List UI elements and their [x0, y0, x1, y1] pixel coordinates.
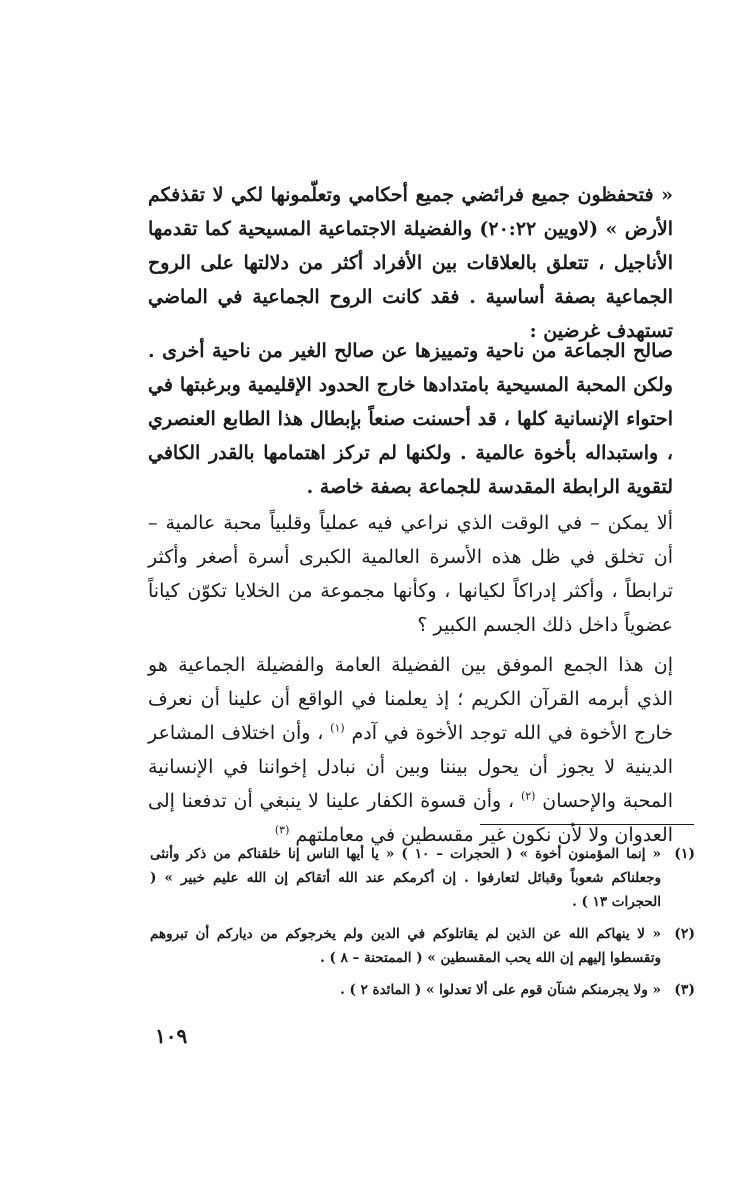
- footnote-text: « ولا يجرمنكم شنآن قوم على ألا تعدلوا » ( المائدة ٢ ) .: [340, 982, 661, 998]
- footnote-text: « إنما المؤمنون أخوة » ( الحجرات – ١٠ ) « يا أيها الناس إنا خلقناكم من ذكر وأنثى وجعلناكم شعوباً وقبائل لتعارفوا . إن أكرمكم عند الله أتقاكم إن الله عليم خبير » ( الحجرات ١٣ ) .: [150, 846, 661, 910]
- footnote-3: [150, 978, 695, 1002]
- paragraph-1: « فتحفظون جميع فرائضي جميع أحكامي وتعلّمونها لكي لا تقذفكم الأرض » (لاويين ٢٠:٢٢) والفضيلة الاجتماعية المسيحية كما تقدمها الأناجيل ، تتعلق بالعلاقات بين الأفراد أكثر من دلالتها على الروح الجماعية بصفة أساسية . فقد كانت الروح الجماعية في الماضي تستهدف غرضين :: [148, 184, 673, 342]
- page-number: ١٠٩: [155, 1024, 188, 1048]
- footnote-2: [150, 922, 695, 970]
- footnote-ref-2: (٢): [520, 789, 536, 803]
- footnote-1: [150, 842, 695, 914]
- footnote-number: (٢): [674, 926, 695, 942]
- paragraph-4-part-3: ، وأن قسوة الكفار علينا لا ينبغي أن تدفعنا إلى العدوان ولا لأن نكون غير مقسطين في معاملتهم: [148, 790, 673, 846]
- footnote-text: « لا ينهاكم الله عن الذين لم يقاتلوكم في الدين ولم يخرجوكم من دياركم أن تبروهم وتقسطوا إليهم إن الله يحب المقسطين » ( الممتحنة – ٨ ) .: [150, 926, 661, 966]
- footnote-number: (١): [674, 846, 695, 862]
- footnote-number: (٣): [674, 982, 695, 998]
- footnote-divider: [480, 824, 694, 825]
- paragraph-3: ألا يمكن – في الوقت الذي نراعي فيه عملياً وقلبياً محبة عالمية – أن تخلق في ظل هذه الأسرة العالمية الكبرى أسرة أصغر وأكثر ترابطاً ، وأكثر إدراكاً لكيانها ، وكأنها مجموعة من الخلايا تكوّن كياناً عضوياً داخل ذلك الجسم الكبير ؟: [148, 512, 673, 636]
- paragraph-4-part-1: إن هذا الجمع الموفق بين الفضيلة العامة والفضيلة الجماعية هو الذي أبرمه القرآن الكريم ؛ إذ يعلمنا في الواقع أن علينا أن نعرف خارج الأخوة في الله توجد الأخوة في آدم: [148, 654, 674, 744]
- paragraph-2: صالح الجماعة من ناحية وتمييزها عن صالح الغير من ناحية أخرى . ولكن المحبة المسيحية بامتدادها خارج الحدود الإقليمية وبرغبتها في احتواء الإنسانية كلها ، قد أحسنت صنعاً بإبطال هذا الطابع العنصري ، واستبداله بأخوة عالمية . ولكنها لم تركز اهتمامها بالقدر الكافي لتقوية الرابطة المقدسة للجماعة بصفة خاصة .: [148, 340, 673, 498]
- paragraph-4-part-2: ، وأن اختلاف المشاعر الدينية لا يجوز أن يحول بيننا وبين أن نبادل إخواننا في الإنسانية المحبة والإحسان: [148, 722, 673, 812]
- footnotes: [150, 842, 695, 1010]
- footnote-ref-1: (١): [330, 721, 345, 735]
- footnote-ref-3: (٣): [274, 823, 290, 837]
- paragraph-4: [148, 648, 673, 852]
